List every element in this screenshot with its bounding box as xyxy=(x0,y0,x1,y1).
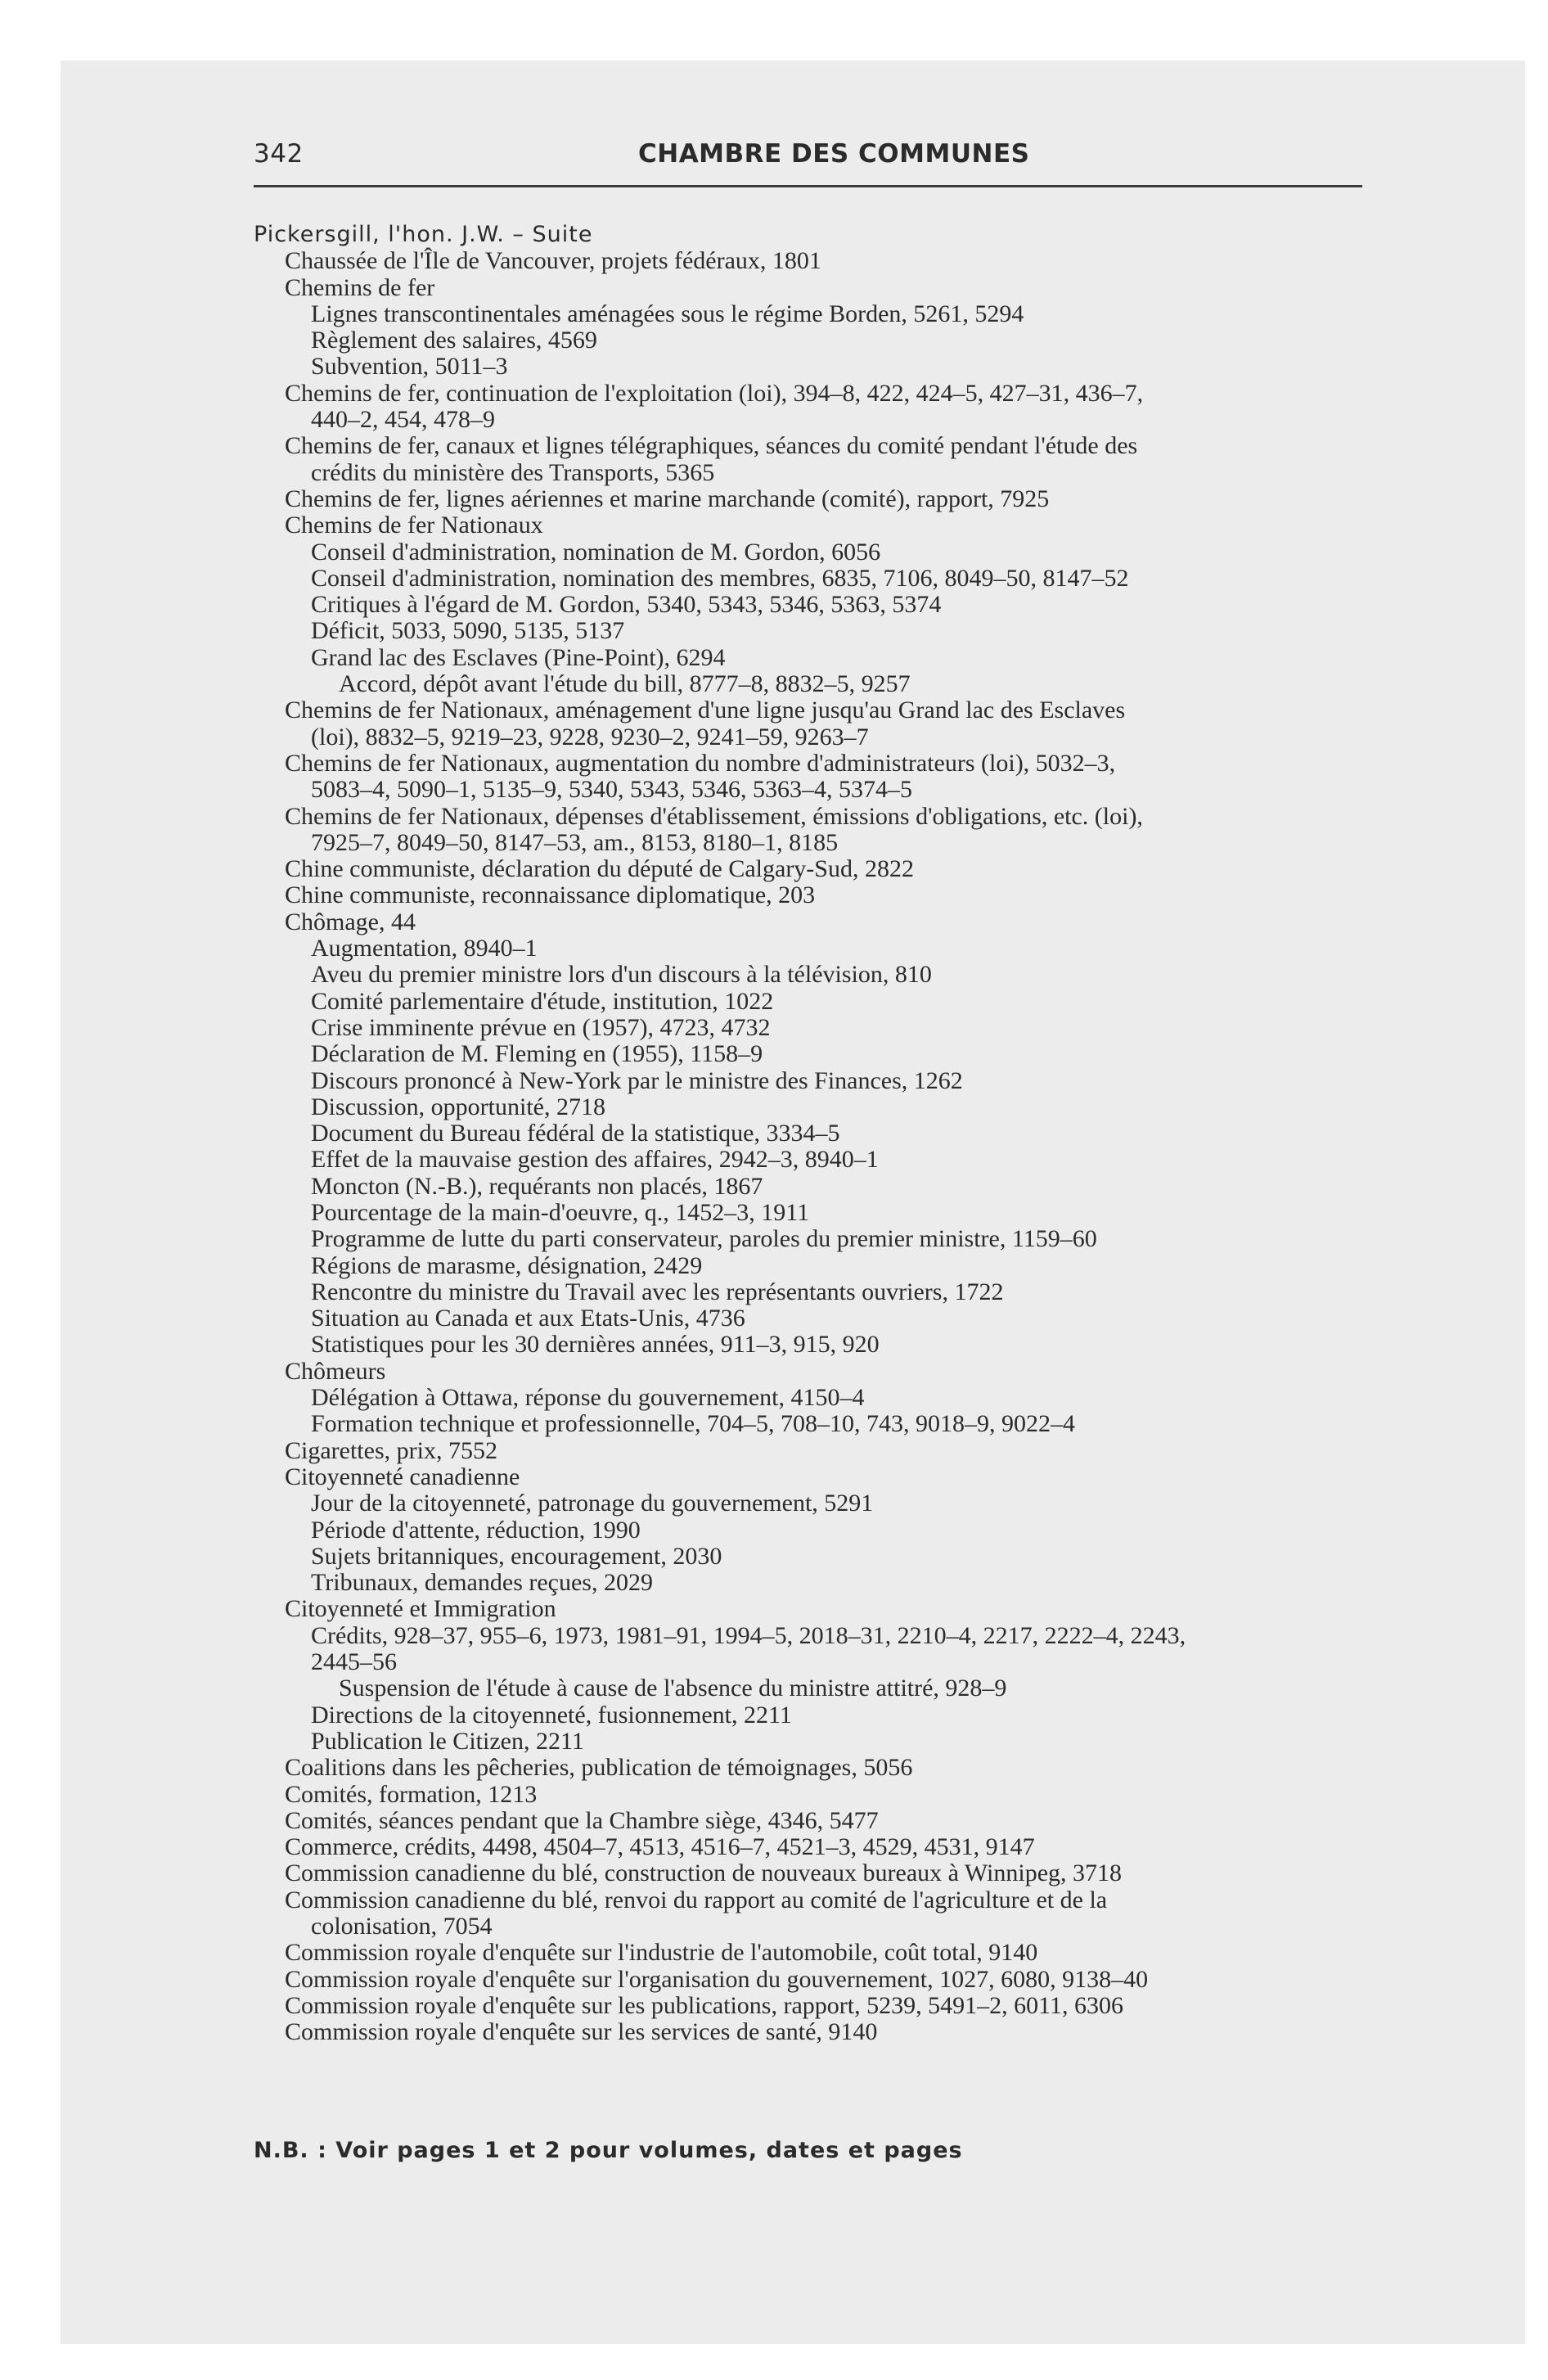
index-entry: Chômage, 44 xyxy=(285,908,416,935)
index-entry: crédits du ministère des Transports, 5365 xyxy=(311,458,715,486)
index-entry: 7925–7, 8049–50, 8147–53, am., 8153, 8180–1, 8185 xyxy=(311,828,839,856)
index-entry: Augmentation, 8940–1 xyxy=(311,935,538,962)
index-entry: Chine communiste, déclaration du député de Calgary-Sud, 2822 xyxy=(285,855,914,883)
index-entry: Accord, dépôt avant l'étude du bill, 8777–8, 8832–5, 9257 xyxy=(339,670,911,698)
index-entry: Aveu du premier ministre lors d'un discours à la télévision, 810 xyxy=(311,961,932,989)
index-entry: Commission royale d'enquête sur les services de santé, 9140 xyxy=(285,2018,878,2046)
index-entries xyxy=(254,222,1399,2045)
index-entry: Grand lac des Esclaves (Pine-Point), 6294 xyxy=(311,643,726,671)
index-entry: Coalitions dans les pêcheries, publication de témoignages, 5056 xyxy=(285,1754,913,1782)
index-entry: Citoyenneté et Immigration xyxy=(285,1595,556,1623)
header-rule xyxy=(254,185,1362,187)
index-entry: Chemins de fer Nationaux, dépenses d'établissement, émissions d'obligations, etc. (loi), xyxy=(285,802,1143,830)
index-entry: Publication le Citizen, 2211 xyxy=(311,1727,584,1755)
index-entry: colonisation, 7054 xyxy=(311,1913,493,1940)
index-entry: Régions de marasme, désignation, 2429 xyxy=(311,1251,703,1279)
index-entry: Cigarettes, prix, 7552 xyxy=(285,1436,497,1464)
index-entry: Déficit, 5033, 5090, 5135, 5137 xyxy=(311,617,625,645)
index-entry: Conseil d'administration, nomination de M. Gordon, 6056 xyxy=(311,538,881,566)
index-entry: Commission canadienne du blé, construction de nouveaux bureaux à Winnipeg, 3718 xyxy=(285,1859,1123,1887)
index-entry: Citoyenneté canadienne xyxy=(285,1463,520,1490)
index-entry: Comité parlementaire d'étude, institution, 1022 xyxy=(311,987,774,1015)
index-entry: Effet de la mauvaise gestion des affaires, 2942–3, 8940–1 xyxy=(311,1146,879,1174)
index-entry: Chemins de fer, canaux et lignes télégraphiques, séances du comité pendant l'étude des xyxy=(285,432,1138,460)
index-entry: Commission royale d'enquête sur l'organisation du gouvernement, 1027, 6080, 9138–40 xyxy=(285,1965,1149,1993)
index-entry: Commission royale d'enquête sur l'industrie de l'automobile, coût total, 9140 xyxy=(285,1939,1038,1967)
index-entry: Déclaration de M. Fleming en (1955), 1158–9 xyxy=(311,1040,763,1068)
index-entry: Comités, formation, 1213 xyxy=(285,1780,538,1808)
index-entry: 2445–56 xyxy=(311,1648,397,1676)
footnote: N.B. : Voir pages 1 et 2 pour volumes, dates et pages xyxy=(254,2138,963,2163)
index-heading: Pickersgill, l'hon. J.W. – Suite xyxy=(254,222,593,247)
index-entry: Chaussée de l'Île de Vancouver, projets fédéraux, 1801 xyxy=(285,247,821,275)
index-entry: Sujets britanniques, encouragement, 2030 xyxy=(311,1542,722,1570)
index-entry: Programme de lutte du parti conservateur, paroles du premier ministre, 1159–60 xyxy=(311,1225,1097,1253)
index-entry: Statistiques pour les 30 dernières années, 911–3, 915, 920 xyxy=(311,1331,880,1359)
index-entry: Chemins de fer xyxy=(285,273,435,301)
index-entry: Chômeurs xyxy=(285,1357,386,1385)
index-entry: Chemins de fer, lignes aériennes et marine marchande (comité), rapport, 7925 xyxy=(285,485,1050,512)
index-entry: Discours prononcé à New-York par le ministre des Finances, 1262 xyxy=(311,1066,963,1094)
index-entry: Chine communiste, reconnaissance diplomatique, 203 xyxy=(285,881,816,909)
index-entry: Formation technique et professionnelle, 704–5, 708–10, 743, 9018–9, 9022–4 xyxy=(311,1410,1076,1438)
index-entry: Suspension de l'étude à cause de l'absence du ministre attitré, 928–9 xyxy=(339,1675,1007,1702)
index-entry: Jour de la citoyenneté, patronage du gouvernement, 5291 xyxy=(311,1490,874,1517)
index-entry: Chemins de fer Nationaux, aménagement d'une ligne jusqu'au Grand lac des Esclaves xyxy=(285,696,1126,724)
index-entry: Moncton (N.-B.), requérants non placés, 1867 xyxy=(311,1172,763,1200)
index-entry: Discussion, opportunité, 2718 xyxy=(311,1093,605,1120)
index-entry: Règlement des salaires, 4569 xyxy=(311,327,597,354)
index-entry: Directions de la citoyenneté, fusionnement, 2211 xyxy=(311,1701,792,1729)
index-entry: Chemins de fer, continuation de l'exploitation (loi), 394–8, 422, 424–5, 427–31, 436–7, xyxy=(285,379,1144,407)
index-entry: Crise imminente prévue en (1957), 4723, 4732 xyxy=(311,1013,771,1041)
index-entry: Critiques à l'égard de M. Gordon, 5340, 5343, 5346, 5363, 5374 xyxy=(311,591,942,619)
running-header-title: CHAMBRE DES COMMUNES xyxy=(638,139,1030,169)
index-entry: Crédits, 928–37, 955–6, 1973, 1981–91, 1994–5, 2018–31, 2210–4, 2217, 2222–4, 2243, xyxy=(311,1621,1186,1649)
index-entry: Tribunaux, demandes reçues, 2029 xyxy=(311,1569,653,1597)
index-entry: Chemins de fer Nationaux, augmentation du nombre d'administrateurs (loi), 5032–3, xyxy=(285,749,1116,777)
index-entry: Subvention, 5011–3 xyxy=(311,353,508,381)
index-entry: 440–2, 454, 478–9 xyxy=(311,406,495,434)
index-entry: Commission royale d'enquête sur les publications, rapport, 5239, 5491–2, 6011, 6306 xyxy=(285,1991,1123,2019)
index-entry: Commerce, crédits, 4498, 4504–7, 4513, 4516–7, 4521–3, 4529, 4531, 9147 xyxy=(285,1833,1035,1861)
index-entry: Situation au Canada et aux Etats-Unis, 4736 xyxy=(311,1305,745,1332)
index-entry: Comités, séances pendant que la Chambre siège, 4346, 5477 xyxy=(285,1806,879,1834)
index-entry: Commission canadienne du blé, renvoi du rapport au comité de l'agriculture et de la xyxy=(285,1886,1108,1913)
index-entry: Document du Bureau fédéral de la statistique, 3334–5 xyxy=(311,1120,840,1147)
index-entry: 5083–4, 5090–1, 5135–9, 5340, 5343, 5346, 5363–4, 5374–5 xyxy=(311,776,912,804)
index-entry: Conseil d'administration, nomination des membres, 6835, 7106, 8049–50, 8147–52 xyxy=(311,564,1129,592)
index-entry: Pourcentage de la main-d'oeuvre, q., 1452–3, 1911 xyxy=(311,1198,810,1226)
page-number: 342 xyxy=(254,139,304,169)
index-entry: Période d'attente, réduction, 1990 xyxy=(311,1516,641,1544)
index-entry: Lignes transcontinentales aménagées sous le régime Borden, 5261, 5294 xyxy=(311,300,1024,327)
index-entry: Chemins de fer Nationaux xyxy=(285,512,543,539)
index-entry: Rencontre du ministre du Travail avec les représentants ouvriers, 1722 xyxy=(311,1278,1004,1305)
index-entry: Délégation à Ottawa, réponse du gouvernement, 4150–4 xyxy=(311,1384,865,1412)
index-entry: (loi), 8832–5, 9219–23, 9228, 9230–2, 9241–59, 9263–7 xyxy=(311,723,869,751)
